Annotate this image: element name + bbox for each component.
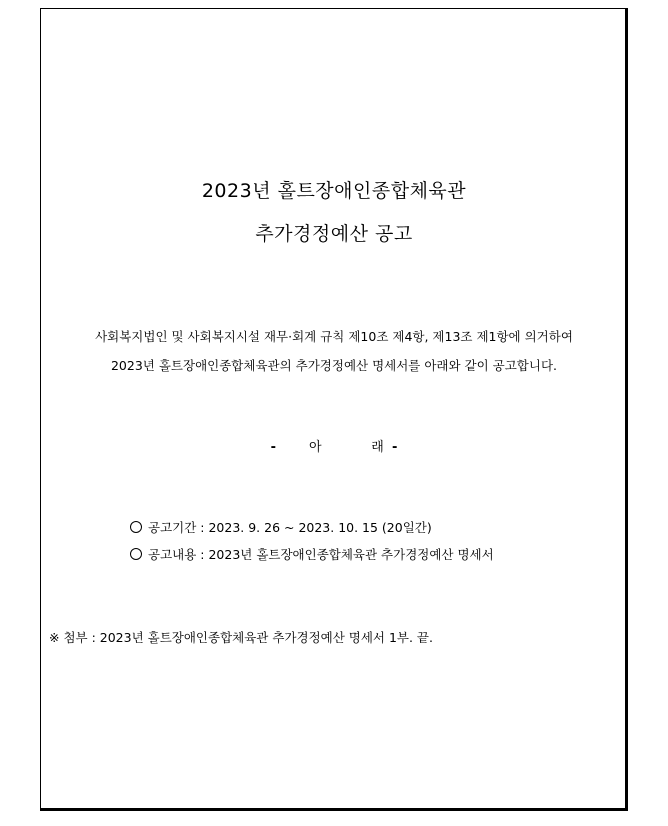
section-heading-ara bbox=[0, 436, 668, 455]
heading-dash-left: - bbox=[270, 440, 276, 455]
document-title: 2023년 홀트장애인종합체육관 bbox=[201, 180, 467, 202]
announcement-content-text: 공고내용 : 2023년 홀트장애인종합체육관 추가경정예산 명세서 bbox=[148, 547, 494, 562]
announcement-period-text: 공고기간 : 2023. 9. 26 ~ 2023. 10. 15 (20일간) bbox=[148, 520, 432, 535]
body-text-line-1: 사회복지법인 및 사회복지시설 재무·회계 규칙 제10조 제4항, 제13조 제1항에 의거하여 bbox=[95, 329, 573, 344]
document-subtitle: 추가경정예산 공고 bbox=[255, 223, 413, 245]
circle-bullet-icon bbox=[130, 548, 142, 560]
heading-dash-right: - bbox=[392, 440, 398, 455]
body-text-line-2: 2023년 홀트장애인종합체육관의 추가경정예산 명세서를 아래와 같이 공고합니다. bbox=[110, 358, 558, 373]
document-page-frame bbox=[40, 8, 628, 811]
heading-char-rae: 래 bbox=[371, 440, 384, 455]
circle-bullet-icon bbox=[130, 521, 142, 533]
attachment-note: ※ 첨부 : 2023년 홀트장애인종합체육관 추가경정예산 명세서 1부. 끝. bbox=[49, 630, 433, 645]
announcement-content-item bbox=[130, 545, 494, 563]
announcement-period-item bbox=[130, 518, 432, 536]
heading-char-a: 아 bbox=[309, 440, 322, 455]
